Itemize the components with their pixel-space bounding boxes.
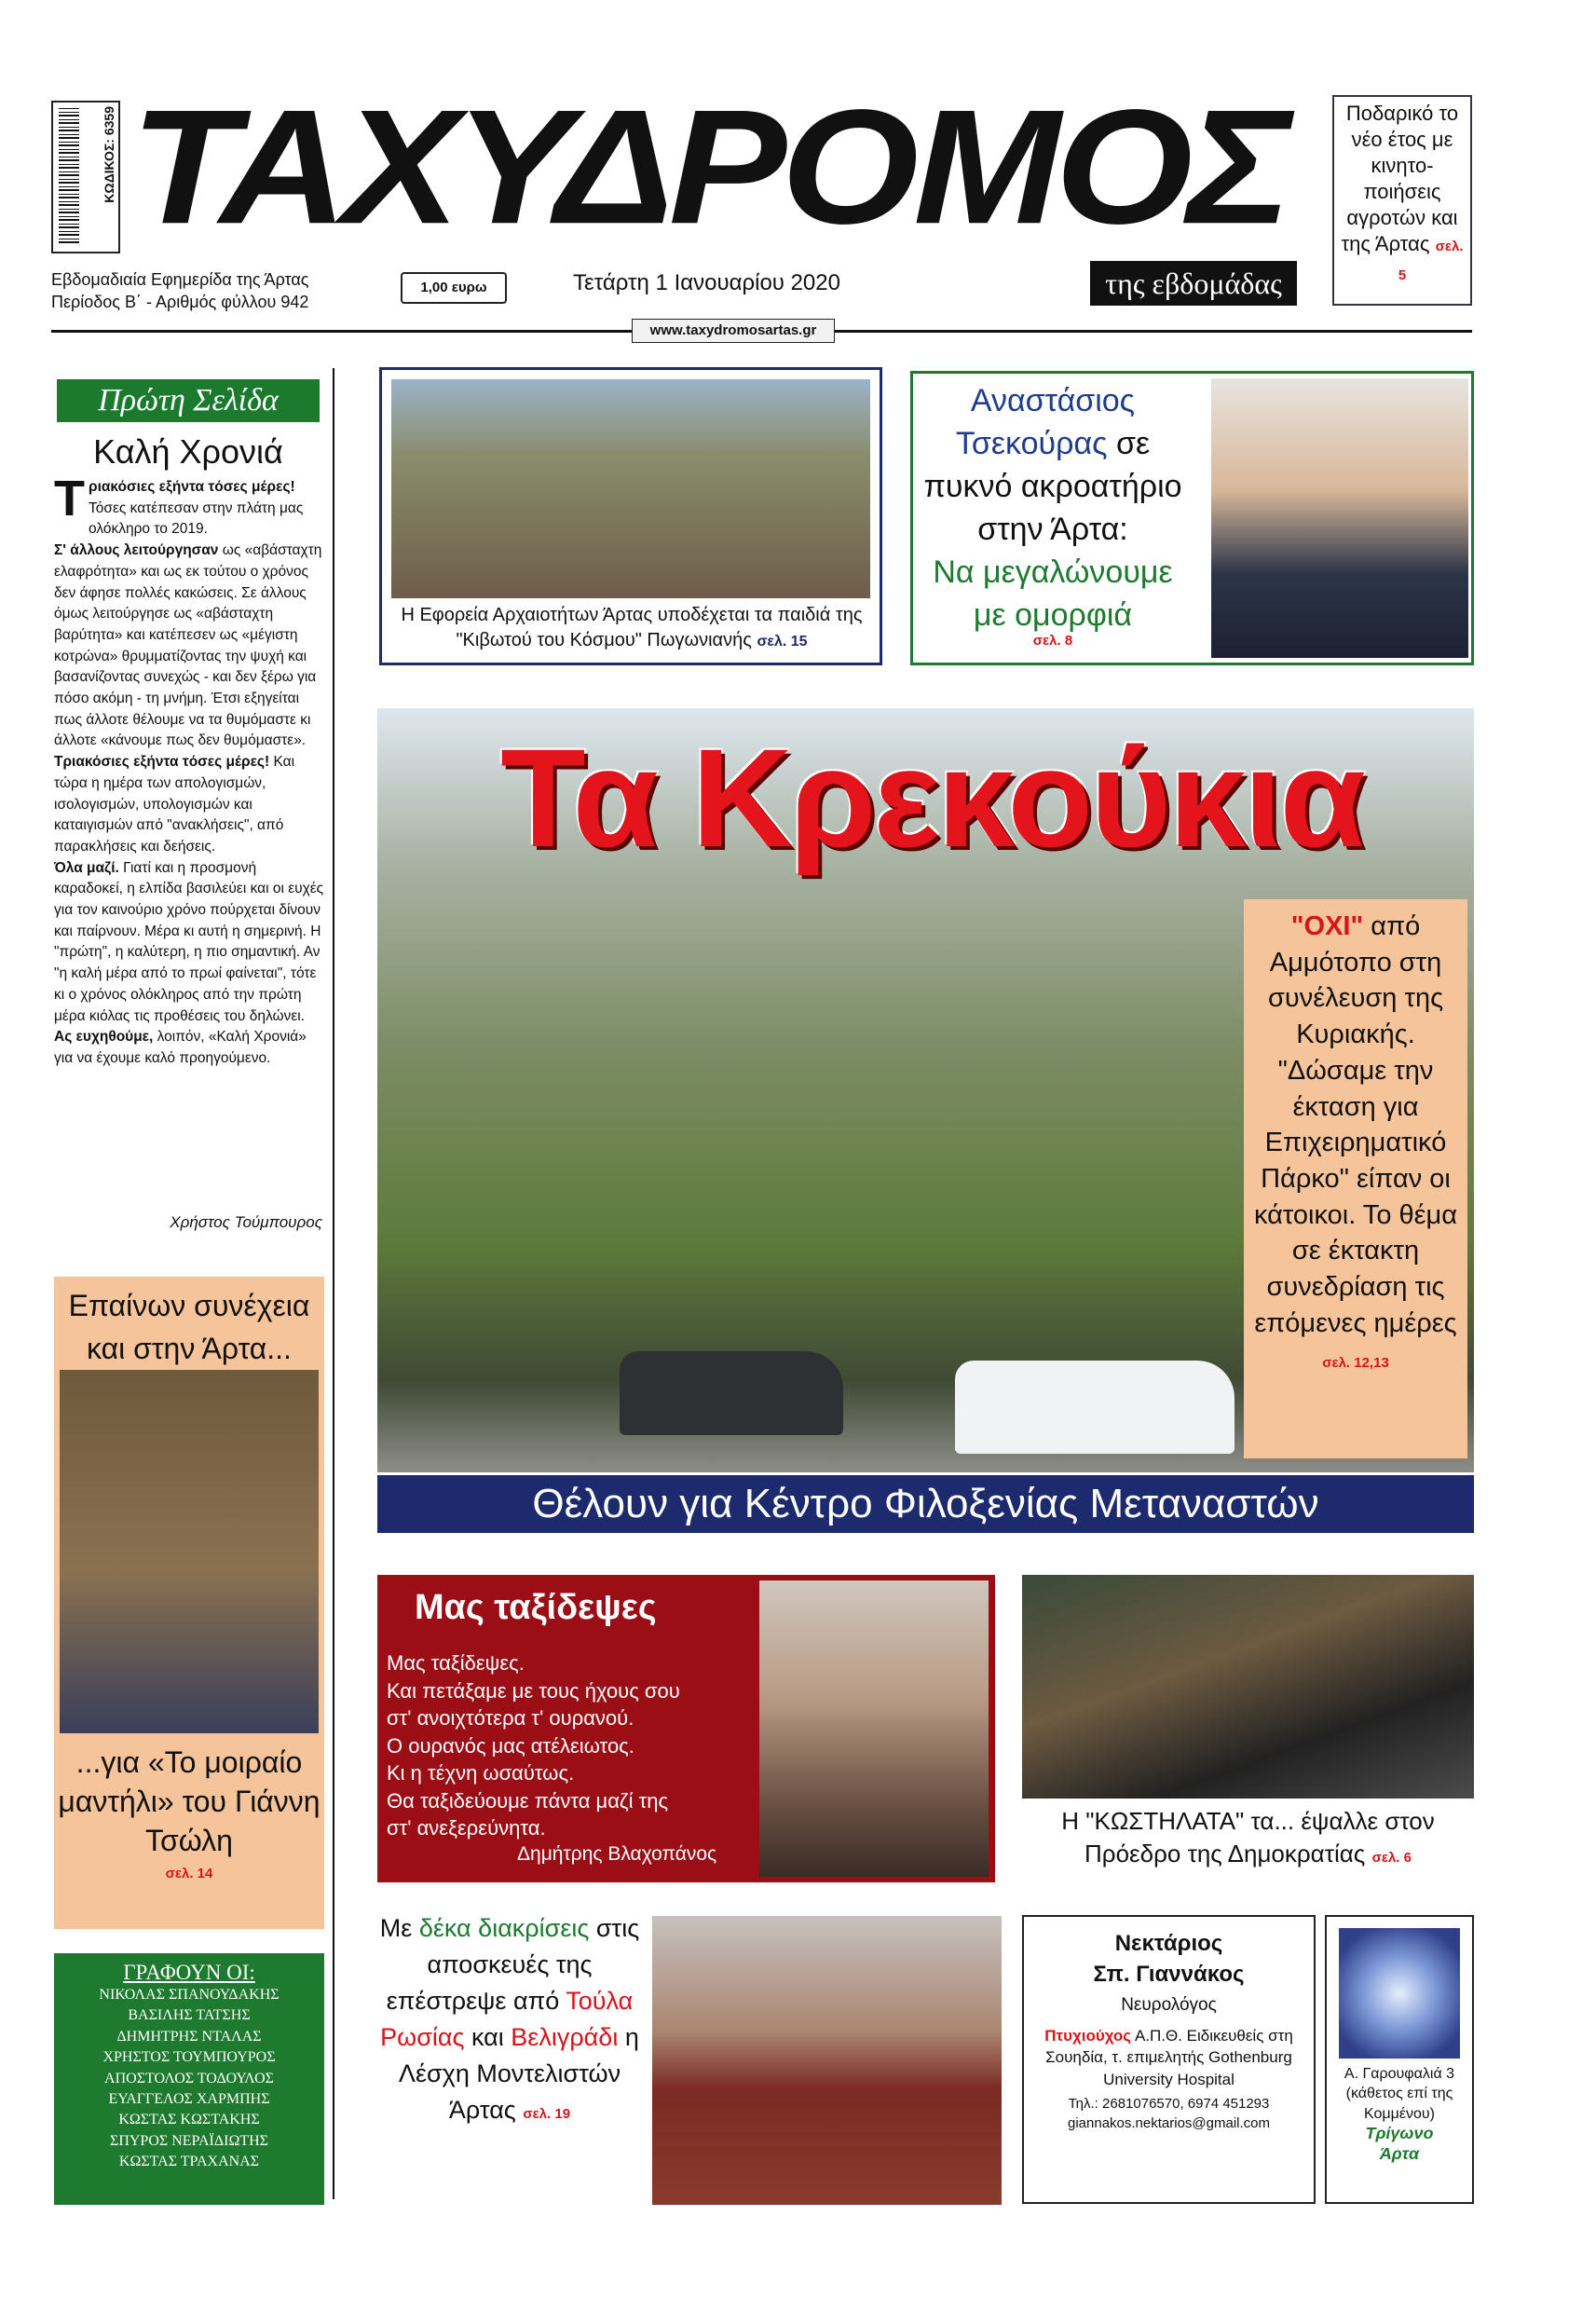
tsekouras-headline [913, 379, 1193, 636]
website-link[interactable]: www.taxydromosartas.gr [632, 319, 835, 343]
promo-box[interactable] [1332, 95, 1472, 306]
praise-caption: ...για «Το μοιραίο μαντήλι» του Γιάννη Τσώλη [58, 1745, 321, 1857]
newspaper-subtitle-weekly: της εβδομάδας [1090, 261, 1297, 306]
editorial-p4: Γιατί και η προσμονή καραδοκεί, η ελπίδα βασιλεύει και οι ευχές για τον καινούριο χρόνο πούρχεται δίνουν και παίρνουν. Μέρα κι αυτή η σημερινή. Η "πρώτη", η καλύτερη, η πιο σημαντική. Αν "η καλή μέρα από το πρωί φαίνεται", τότε κι ο χρόνος ολόκληρος από την πρώτη μέρα κιόλας τις προθέσεις του δηλώνει. [54, 859, 324, 1024]
newspaper-title: ΤΑΧΥΔΡΟΜΟΣ [130, 75, 1287, 258]
distinctions-t2: δέκα διακρίσεις [418, 1914, 590, 1942]
tsekouras-photo [1211, 378, 1468, 658]
praise-heading: Επαίνων συνέχεια και στην Άρτα... [68, 1289, 310, 1365]
editorial-p2-bold: Σ' άλλους λειτούργησαν [54, 542, 219, 559]
writer-name: ΚΩΣΤΑΣ ΚΩΣΤΑΚΗΣ [118, 2112, 260, 2128]
hero-headline: Τα Κρεκούκια [500, 719, 1363, 876]
poem-line: Κι η τέχνη ωσαύτως. [387, 1761, 575, 1785]
column-divider [333, 368, 334, 2199]
barcode-bars [59, 108, 79, 243]
pipe-man-photo [759, 1580, 989, 1877]
poem-line: στ' ανεξερεύνητα. [387, 1816, 546, 1840]
address-line-2: (κάθετος επί της Κομμένου) [1345, 2086, 1453, 2122]
issue-date: Τετάρτη 1 Ιανουαρίου 2020 [573, 270, 840, 295]
drop-cap: Τ [54, 471, 85, 527]
writer-name: ΝΙΚΟΛΑΣ ΣΠΑΝΟΥΔΑΚΗΣ [99, 1987, 280, 2003]
hero-story[interactable] [377, 708, 1474, 1533]
distinctions-story[interactable] [379, 1910, 640, 2132]
editorial-p3-bold: Τριακόσιες εξήντα τόσες μέρες! [54, 754, 270, 771]
hero-sidebox [1244, 899, 1467, 1458]
tsekouras-line-3: πυκνό ακροατήριο [923, 469, 1182, 504]
editorial-p5: λοιπόν, «Καλή Χρονιά» για να έχουμε καλό προηγούμενο. [54, 1029, 307, 1066]
distinctions-t7: η Λέσχη Μοντελιστών Άρτας [398, 2023, 639, 2124]
doctor-name-1: Νεκτάριος [1114, 1931, 1223, 1956]
group-photo [391, 379, 870, 598]
kostilata-caption [1022, 1805, 1474, 1874]
tsekouras-story[interactable] [910, 371, 1474, 665]
distinctions-t6: Βελιγράδι [511, 2023, 619, 2051]
tsekouras-quote: Να μεγαλώνουμε με ομορφιά [933, 554, 1173, 633]
newspaper-description [51, 268, 309, 313]
distinctions-t3: στις αποσκευές της επέστρεψε από [386, 1914, 640, 2015]
editorial-p4-bold: Όλα μαζί. [54, 859, 119, 876]
doctor-name-2: Σπ. Γιαννάκος [1093, 1962, 1245, 1987]
doctor-address-box [1325, 1915, 1474, 2204]
writer-name: ΒΑΣΙΛΗΣ ΤΑΤΣΗΣ [128, 2007, 251, 2024]
white-car [955, 1361, 1235, 1454]
editorial-text [54, 471, 324, 1070]
poem-line: Θα ταξιδεύουμε πάντα μαζί της [387, 1788, 669, 1813]
editorial-author: Χρήστος Τούμπουρος [170, 1213, 322, 1231]
doctor-cv [1024, 2025, 1314, 2090]
hero-side-text: από Αμμότοπο στη συνέλευση της Κυριακής. "Δώσαμε την έκταση για Επιχειρηματικό Πάρκο" είπαν οι κάτοικοι. Το θέμα σε έκτακτη συνεδρίαση τις επόμενες ημέρες [1253, 911, 1458, 1338]
writer-name: ΚΩΣΤΑΣ ΤΡΑΧΑΝΑΣ [118, 2154, 260, 2170]
model-club-photo [652, 1916, 1002, 2205]
doctor-email[interactable]: giannakos.nektarios@gmail.com [1068, 2114, 1270, 2131]
editorial-title: Καλή Χρονιά [93, 432, 283, 471]
editorial-p3: Και τώρα η ημέρα των απολογισμών, ισολογισμών, υπολογισμών και καταιγισμών από "ανακλήσεις", από παρακλήσεις και δεήσεις. [54, 754, 295, 855]
writers-box [54, 1953, 324, 2205]
tsekouras-line-4: στην Άρτα: [977, 512, 1128, 547]
distinctions-t5: και [464, 2023, 512, 2051]
dark-car [620, 1351, 843, 1435]
praise-page-ref: σελ. 14 [165, 1866, 213, 1881]
distinctions-t1: Με [379, 1914, 419, 1942]
kostilata-caption-text: Η "ΚΩΣΤΗΛΑΤΑ" τα... έψαλλε στον Πρόεδρο της Δημοκρατίας [1061, 1807, 1435, 1867]
kostilata-page-ref: σελ. 6 [1371, 1850, 1412, 1866]
ephoreia-caption [388, 603, 876, 654]
poem-line: Μας ταξίδεψες. [387, 1651, 525, 1675]
hero-page-ref: σελ. 12,13 [1322, 1355, 1389, 1372]
doctor-ad[interactable] [1022, 1915, 1316, 2204]
ephoreia-story[interactable] [379, 367, 882, 665]
editorial-p5-bold: Ας ευχηθούμε, [54, 1029, 154, 1046]
barcode [51, 101, 120, 253]
front-page-banner: Πρώτη Σελίδα [54, 376, 322, 425]
tsekouras-line-1: Αναστάσιος [970, 383, 1136, 418]
ephoreia-caption-text: Η Εφορεία Αρχαιοτήτων Άρτας υποδέχεται τα παιδιά της "Κιβωτού του Κόσμου" Πωγωνιανής [401, 605, 863, 650]
poem-line: στ' ανοιχτότερα τ' ουρανού. [387, 1706, 634, 1730]
editorial-p1-bold: ριακόσιες εξήντα τόσες μέρες! [89, 479, 295, 495]
editorial-p2: ως «αβάσταχτη ελαφρότητα» και ως εκ τούτου ο χρόνος δεν άφησε πολλές κακώσεις. Σε άλλους όμως λειτούργησε ως «αβάσταχτη βαρύτητα» και κατέπεσεν ως «μέγιστη κοτρώνα» θρυμματίζοντας την ψυχή και βασανίζοντας συνεχώς - και δεν ξέρω για πόσο ακόμη - τη μνήμη. Έτσι εξηγείται πως άλλοτε θέλουμε να τα θυμόμαστε κι άλλοτε «κάνουμε πως δεν θυμόμαστε». [54, 542, 322, 749]
travel-poem [387, 1649, 750, 1842]
price-badge: 1,00 ευρω [401, 272, 507, 304]
address-place-1: Τρίγωνο [1365, 2124, 1434, 2143]
travel-author: Δημήτρης Βλαχοπάνος [517, 1843, 717, 1865]
tsekouras-line-2: σε [1107, 426, 1151, 461]
ephoreia-page-ref: σελ. 15 [757, 634, 808, 650]
writer-name: ΔΗΜΗΤΡΗΣ ΝΤΑΛΑΣ [116, 2028, 262, 2045]
writer-name: ΧΡΗΣΤΟΣ ΤΟΥΜΠΟΥΡΟΣ [102, 2049, 276, 2066]
address-place-2: Άρτα [1379, 2143, 1420, 2163]
hero-oxi: "ΟΧΙ" [1290, 911, 1364, 941]
hero-banner: Θέλουν για Κέντρο Φιλοξενίας Μεταναστών [377, 1475, 1474, 1533]
doctor-cv-text: Α.Π.Θ. Ειδικευθείς στη Σουηδία, τ. επιμελητής Gothenburg University Hospital [1045, 2027, 1293, 2088]
portrait-photo [60, 1370, 319, 1733]
distinctions-t4: Τούλα Ρωσίας [380, 1987, 634, 2051]
promo-page: σελ. 5 [1398, 239, 1464, 283]
tsekouras-page-ref: σελ. 8 [1032, 633, 1073, 649]
doctor-phone: Τηλ.: 2681076570, 6974 451293 [1068, 2095, 1270, 2112]
doctor-cv-bold: Πτυχιούχος [1044, 2027, 1132, 2045]
address-line-1: Α. Γαρουφαλιά 3 [1344, 2066, 1455, 2082]
writer-name: ΕΥΑΓΓΕΛΟΣ ΧΑΡΜΠΗΣ [108, 2091, 270, 2108]
editorial-p1: Τόσες κατέπεσαν στην πλάτη μας ολόκληρο το 2019. [89, 499, 304, 538]
travel-heading: Μας ταξίδεψες [415, 1588, 657, 1627]
brain-icon [1339, 1928, 1460, 2059]
description-line-2: Περίοδος Β΄ - Αριθμός φύλλου 942 [51, 293, 309, 311]
kostilata-photo[interactable] [1022, 1575, 1474, 1799]
description-line-1: Εβδομαδιαία Εφημερίδα της Άρτας [51, 270, 309, 289]
doctor-specialty: Νευρολόγος [1121, 1995, 1217, 2015]
writer-name: ΣΠΥΡΟΣ ΝΕΡΑΪΔΙΩΤΗΣ [110, 2132, 268, 2149]
barcode-code: ΚΩΔΙΚΟΣ: 6359 [102, 106, 116, 203]
poem-line: Και πετάξαμε με τους ήχους σου [387, 1678, 680, 1703]
poem-line: Ο ουρανός μας ατέλειωτος. [387, 1733, 634, 1758]
distinctions-page-ref: σελ. 19 [523, 2106, 571, 2122]
travel-tribute-box[interactable] [377, 1575, 995, 1882]
tsekouras-name: Τσεκούρας [955, 426, 1108, 461]
writer-name: ΑΠΟΣΤΟΛΟΣ ΤΟΔΟΥΛΟΣ [104, 2070, 274, 2086]
promo-text: Ποδαρικό το νέο έτος με κινητο-ποιήσεις αγροτών και της Άρτας [1341, 102, 1459, 255]
writers-heading: ΓΡΑΦΟΥΝ ΟΙ: [123, 1961, 255, 1984]
praise-article-box[interactable] [54, 1277, 324, 1929]
